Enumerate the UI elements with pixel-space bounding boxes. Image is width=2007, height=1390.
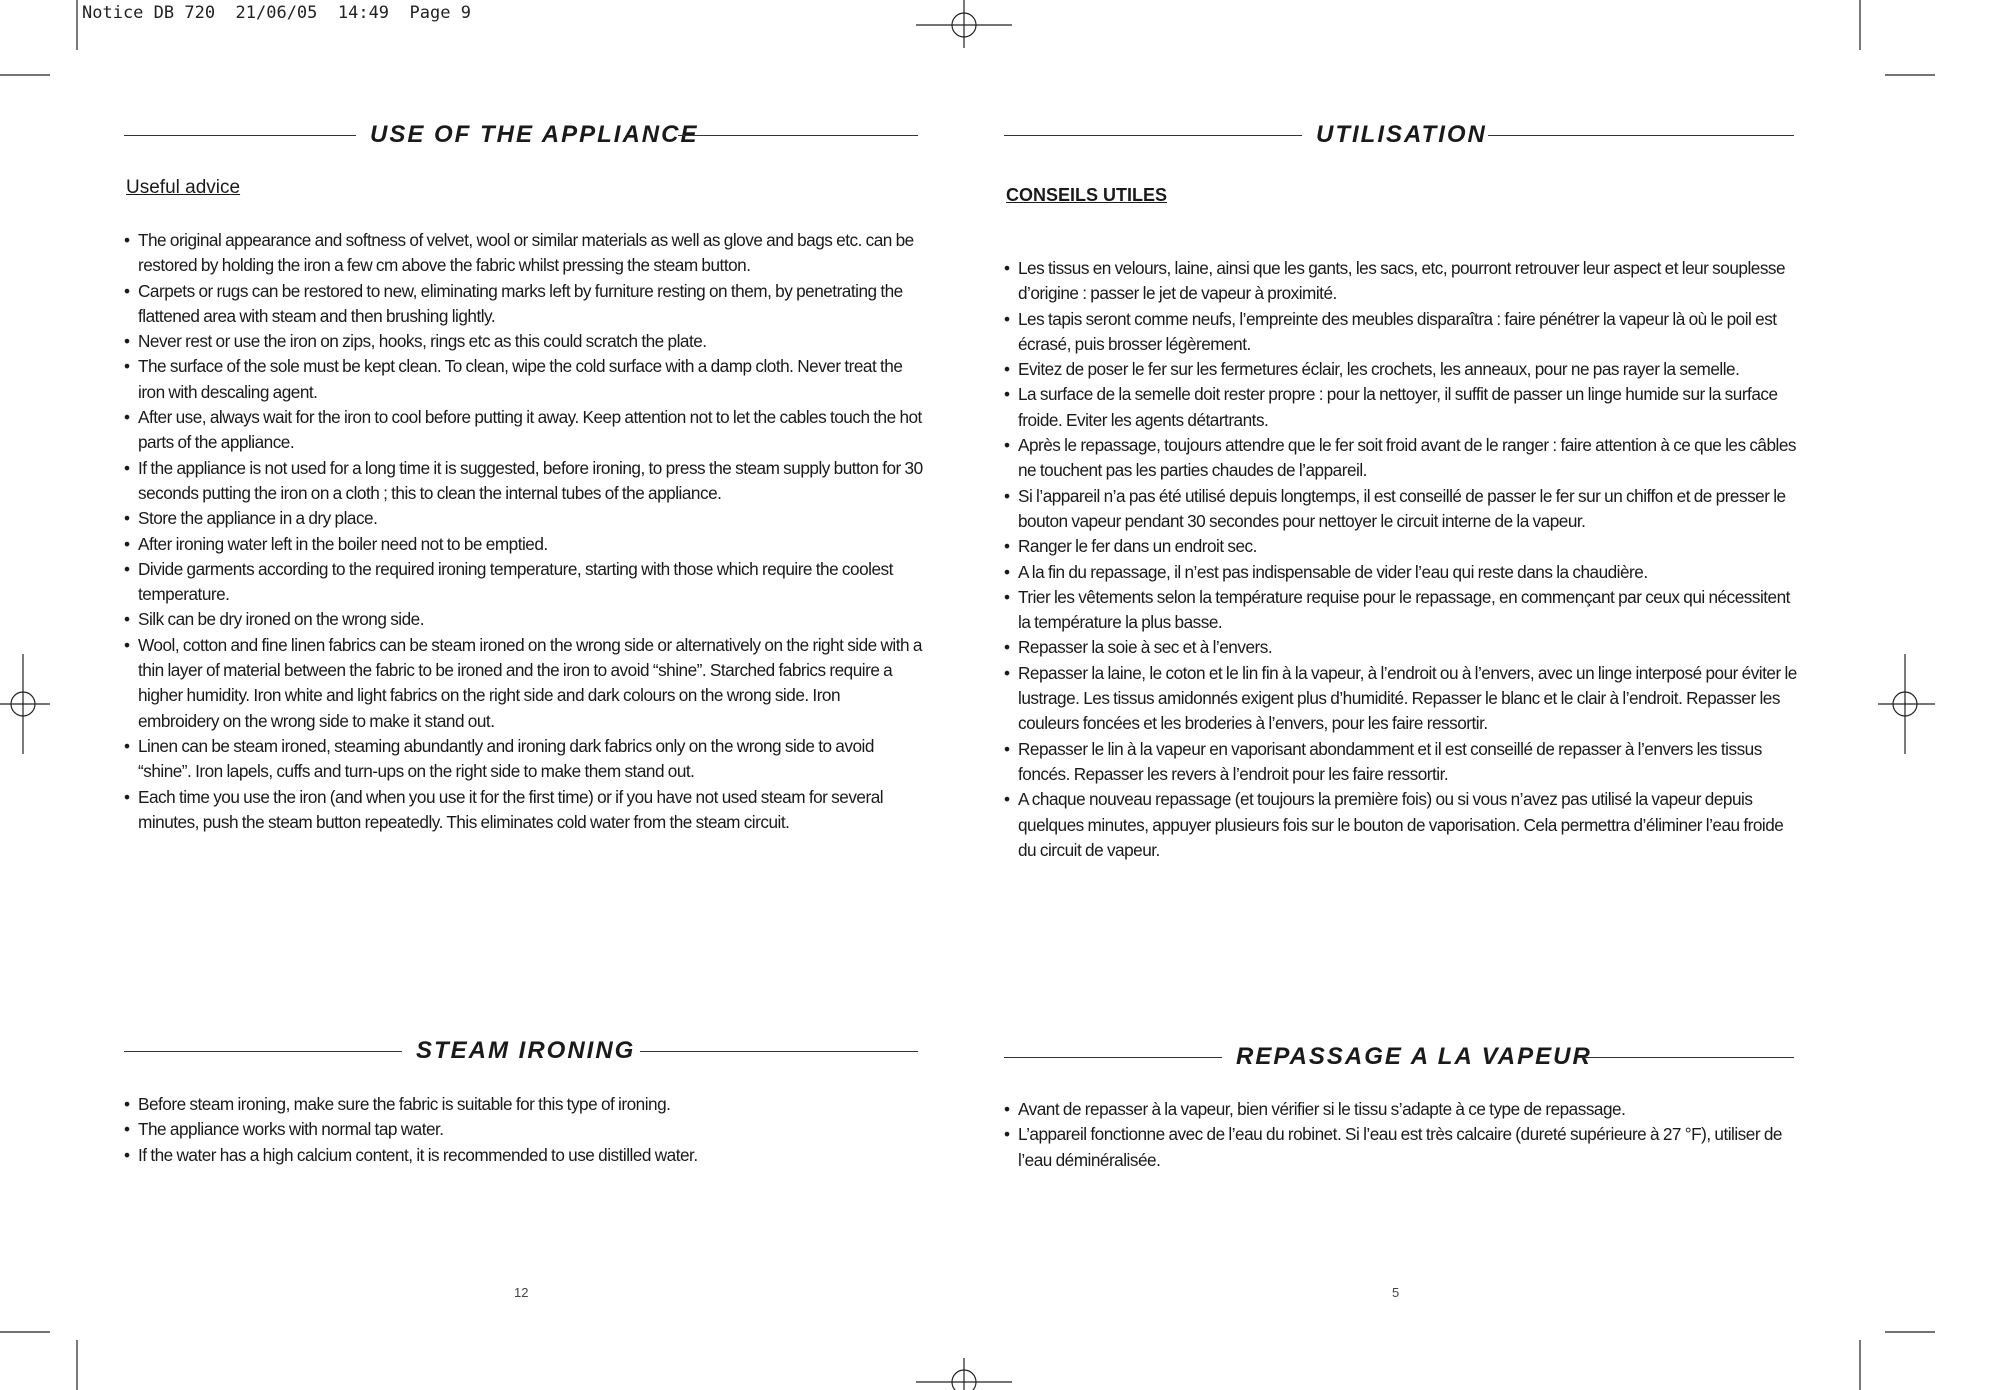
section-title: USE OF THE APPLIANCE [370, 121, 699, 148]
list-item: • The original appearance and softness of velvet, wool or similar materials as well as glove and bags etc. can be restored by holding the iron a few cm above the fabric whilst pressing the steam button. [124, 230, 914, 276]
list-item: • Silk can be dry ironed on the wrong side. [124, 609, 425, 630]
page-number-right: 5 [1392, 1285, 1400, 1300]
list-item: • Si l’appareil n’a pas été utilisé depuis longtemps, il est conseillé de passer le fer sur un chiffon et de presser le bouton vapeur pendant 30 secondes pour nettoyer le circuit interne de la vapeur. [1004, 485, 1786, 531]
list-item: • Wool, cotton and fine linen fabrics can be steam ironed on the wrong side or alternatively on the right side with a thin layer of material between the fabric to be ironed and the iron to avoid “shine”. Starched fabrics require a higher humidity. Iron white and light fabrics on the right side and dark colours on the wrong side. Iron embroidery on the wrong side to make it stand out. [124, 634, 922, 731]
steam-ironing-list-en [124, 1092, 924, 1168]
list-item: • Store the appliance in a dry place. [124, 508, 378, 529]
advice-list-en [124, 228, 924, 835]
list-item: • Divide garments according to the required ironing temperature, starting with those which require the coolest temperature. [124, 558, 893, 605]
list-item: • Les tapis seront comme neufs, l’empreinte des meubles disparaîtra : faire pénétrer la vapeur là où le poil est écrasé, puis brosser légèrement. [1004, 308, 1777, 354]
registration-mark-right [1878, 654, 1935, 754]
list-item: • If the water has a high calcium content, it is recommended to use distilled water. [124, 1144, 698, 1165]
list-item: • Après le repassage, toujours attendre que le fer soit froid avant de le ranger : faire attention à ce que les câbles ne touchent pas les parties chaudes de l’appareil. [1004, 435, 1797, 481]
subheading-conseils-utiles: CONSEILS UTILES [1006, 185, 1168, 205]
printer-slug: Notice DB 720 21/06/05 14:49 Page 9 [82, 3, 471, 23]
registration-mark-bottom [916, 1358, 1012, 1390]
list-item: • A la fin du repassage, il n’est pas indispensable de vider l’eau qui reste dans la chaudière. [1004, 561, 1648, 582]
section-heading-utilisation [1004, 120, 1794, 150]
section-title: REPASSAGE A LA VAPEUR [1236, 1043, 1592, 1070]
section-heading-repassage-a-la-vapeur [1004, 1042, 1794, 1072]
list-item: • Les tissus en velours, laine, ainsi que les gants, les sacs, etc, pourront retrouver leur aspect et leur souplesse d’origine : passer le jet de vapeur à proximité. [1004, 258, 1786, 304]
list-item: • If the appliance is not used for a long time it is suggested, before ironing, to press the steam supply button for 30 seconds putting the iron on a cloth ; this to clean the internal tubes of the appliance. [124, 457, 923, 503]
list-item: • Repasser le lin à la vapeur en vaporisant abondamment et il est conseillé de repasser à l’envers les tissus foncés. Repasser les revers à l’endroit pour les faire ressortir. [1004, 738, 1762, 784]
list-item: • Repasser la laine, le coton et le lin fin à la vapeur, à l’endroit ou à l’envers, avec un linge interposé pour éviter le lustrage. Les tissus amidonnés exigent plus d’humidité. Repasser le blanc et le clair à l’endroit. Repasser les couleurs foncées et les broderies à l’envers, pour les faire ressortir. [1004, 662, 1797, 734]
list-item: • Trier les vêtements selon la température requise pour le repassage, en commençant par ceux qui nécessitent la température la plus basse. [1004, 586, 1790, 633]
list-item: • After use, always wait for the iron to cool before putting it away. Keep attention not to let the cables touch the hot parts of the appliance. [124, 407, 922, 453]
list-item: • The appliance works with normal tap water. [124, 1119, 444, 1140]
list-item: • The surface of the sole must be kept clean. To clean, wipe the cold surface with a damp cloth. Never treat the iron with descaling agent. [124, 356, 903, 402]
list-item: • Avant de repasser à la vapeur, bien vérifier si le tissu s’adapte à ce type de repassage. [1004, 1099, 1626, 1119]
steam-ironing-list-fr [1004, 1097, 1804, 1173]
section-title: UTILISATION [1316, 121, 1487, 148]
section-title: STEAM IRONING [416, 1037, 636, 1064]
list-item: • Repasser la soie à sec et à l’envers. [1004, 637, 1273, 658]
list-item: • L’appareil fonctionne avec de l’eau du robinet. Si l’eau est très calcaire (dureté supérieure à 27 °F), utiliser de l’eau déminéralisée. [1004, 1124, 1782, 1170]
list-item: • After ironing water left in the boiler need not to be emptied. [124, 533, 548, 554]
section-heading-steam-ironing [124, 1036, 918, 1066]
section-heading-use-of-the-appliance [124, 120, 918, 150]
list-item: • Evitez de poser le fer sur les fermetures éclair, les crochets, les anneaux, pour ne pas rayer la semelle. [1004, 359, 1740, 380]
list-item: • Each time you use the iron (and when you use it for the first time) or if you have not used steam for several minutes, push the steam button repeatedly. This eliminates cold water from the steam circuit. [124, 786, 884, 832]
list-item: • La surface de la semelle doit rester propre : pour la nettoyer, il suffit de passer un linge humide sur la surface froide. Eviter les agents détartrants. [1004, 384, 1778, 430]
list-item: • A chaque nouveau repassage (et toujours la première fois) ou si vous n’avez pas utilisé la vapeur depuis quelques minutes, appuyer plusieurs fois sur le bouton de vaporisation. Cela permettra d’éliminer l’eau froide du circuit de vapeur. [1004, 789, 1784, 860]
registration-mark-top [916, 0, 1012, 48]
list-item: • Carpets or rugs can be restored to new, eliminating marks left by furniture resting on them, by penetrating the flattened area with steam and then brushing lightly. [124, 280, 903, 326]
list-item: • Linen can be steam ironed, steaming abundantly and ironing dark fabrics only on the wrong side to avoid “shine”. Iron lapels, cuffs and turn-ups on the right side to make them stand out. [124, 735, 874, 782]
list-item: • Never rest or use the iron on zips, hooks, rings etc as this could scratch the plate. [124, 331, 707, 352]
subheading-useful-advice: Useful advice [126, 177, 241, 198]
page-number-left: 12 [514, 1285, 529, 1300]
list-item: • Ranger le fer dans un endroit sec. [1004, 536, 1257, 557]
list-item: • Before steam ironing, make sure the fabric is suitable for this type of ironing. [124, 1094, 671, 1114]
advice-list-fr [1004, 256, 1804, 863]
registration-mark-left [0, 654, 50, 754]
